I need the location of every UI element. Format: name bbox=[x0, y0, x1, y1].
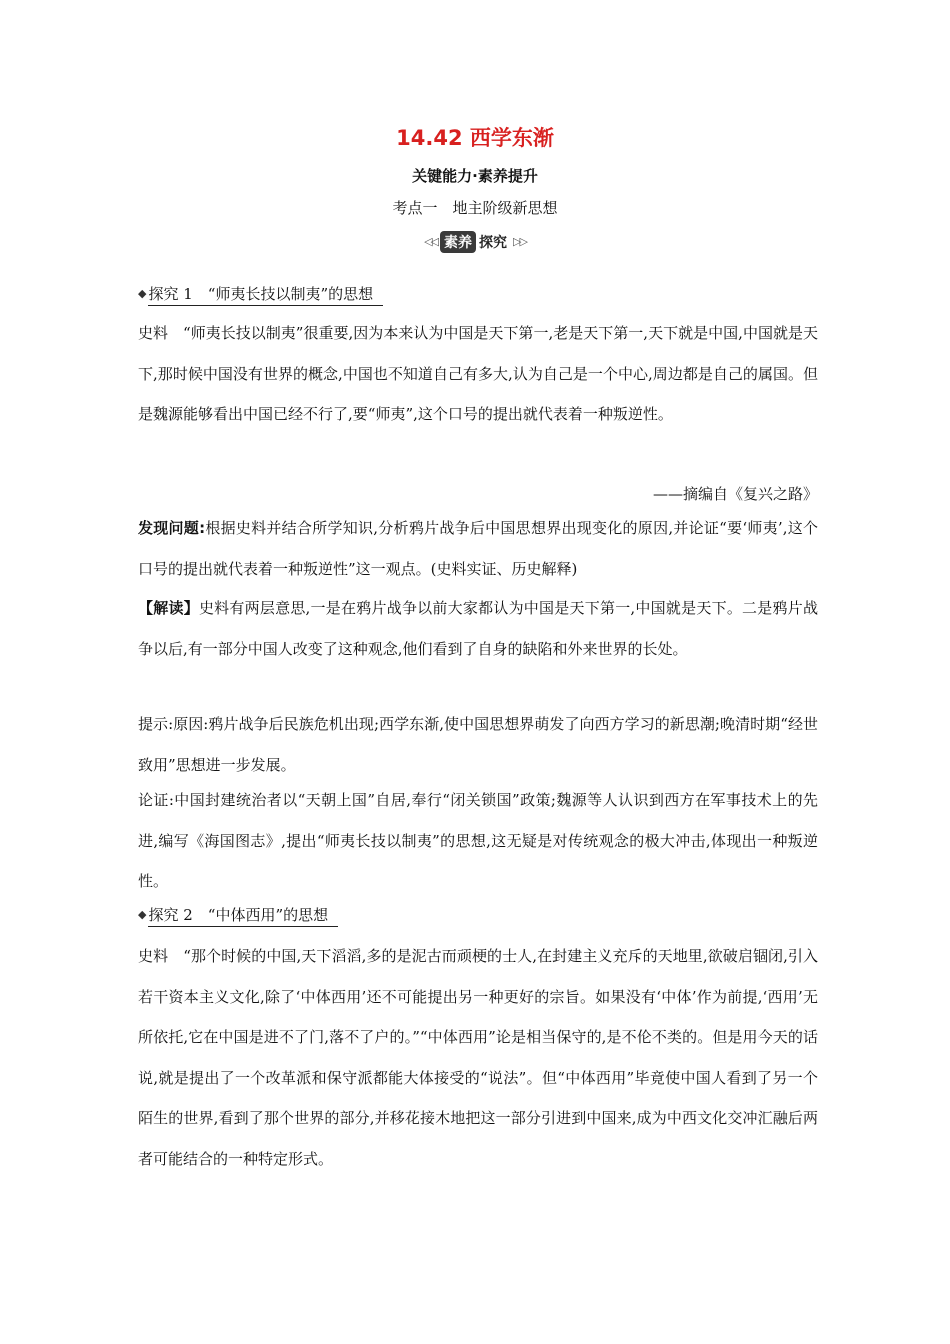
tanjiu-1-tishi: 提示:原因:鸦片战争后民族危机出现;西学东渐,使中国思想界萌发了向西方学习的新思潮;晚清时期“经世致用”思想进一步发展。 bbox=[138, 715, 818, 774]
tanjiu-2-shiliao: 史料 “那个时候的中国,天下滔滔,多的是泥古而顽梗的士人,在封建主义充斥的天地里,欲破启锢闭,引入若干资本主义文化,除了‘中体西用’还不可能提出另一种更好的宗旨。如果没有‘中体’作为前提,‘西用’无所依托,它在中国是进不了门,落不了户的。”“中体西用”论是相当保守的,是不伦不类的。但是用今天的话说,就是提出了一个改革派和保守派都能大体接受的“说法”。但“中体西用”毕竟使中国人看到了另一个陌生的世界,看到了那个世界的部分,并移花接木地把这一部分引进到中国来,成为中西文化交冲汇融后两者可能结合的一种特定形式。 bbox=[138, 947, 818, 1168]
section-title: 考点一 地主阶级新思想 bbox=[392, 199, 558, 217]
faxian-text: 根据史料并结合所学知识,分析鸦片战争后中国思想界出现变化的原因,并论证“要‘师夷’,这个口号的提出就代表着一种叛逆性”这一观点。(史料实证、历史解释) bbox=[138, 519, 818, 578]
badge-box bbox=[440, 231, 510, 253]
tanjiu-2-heading bbox=[138, 904, 338, 927]
diamond-icon: ◆ bbox=[138, 287, 147, 300]
tanjiu-1-shiliao: 史料 “师夷长技以制夷”很重要,因为本来认为中国是天下第一,老是天下第一,天下就是中国,中国就是天下,那时候中国没有世界的概念,中国也不知道自己有多大,认为自己是一个中心,周边都是自己的属国。但是魏源能够看出中国已经不行了,要“师夷”,这个口号的提出就代表着一种叛逆性。 bbox=[138, 324, 818, 423]
page-subtitle: 关键能力·素养提升 bbox=[412, 167, 538, 185]
right-arrows-icon: ▷▷ bbox=[513, 235, 526, 248]
suyang-tanjiu-badge bbox=[405, 229, 545, 255]
jiedu-label: 【解读】 bbox=[138, 599, 199, 617]
tanjiu-2-heading-text: 探究 2 “中体西用”的思想 bbox=[148, 904, 338, 927]
left-arrows-icon: ◁◁ bbox=[424, 235, 437, 248]
tanjiu-1-faxian bbox=[138, 508, 818, 589]
page-title: 14.42 西学东渐 bbox=[396, 126, 554, 150]
tanjiu-1-jiedu bbox=[138, 588, 818, 669]
tanjiu-1-lunzheng: 论证:中国封建统治者以“天朝上国”自居,奉行“闭关锁国”政策;魏源等人认识到西方在军事技术上的先进,编写《海国图志》,提出“师夷长技以制夷”的思想,这无疑是对传统观念的极大冲击,体现出一种叛逆性。 bbox=[138, 791, 818, 890]
jiedu-text: 史料有两层意思,一是在鸦片战争以前大家都认为中国是天下第一,中国就是天下。二是鸦片战争以后,有一部分中国人改变了这种观念,他们看到了自身的缺陷和外来世界的长处。 bbox=[138, 599, 818, 658]
badge-light-label: 探究 bbox=[479, 235, 507, 251]
tanjiu-1-source: ——摘编自《复兴之路》 bbox=[652, 485, 818, 503]
tanjiu-1-heading-text: 探究 1 “师夷长技以制夷”的思想 bbox=[148, 283, 383, 306]
badge-dark-label: 素养 bbox=[440, 231, 476, 253]
diamond-icon: ◆ bbox=[138, 908, 147, 921]
tanjiu-1-heading bbox=[138, 283, 383, 306]
faxian-label: 发现问题: bbox=[138, 519, 206, 537]
